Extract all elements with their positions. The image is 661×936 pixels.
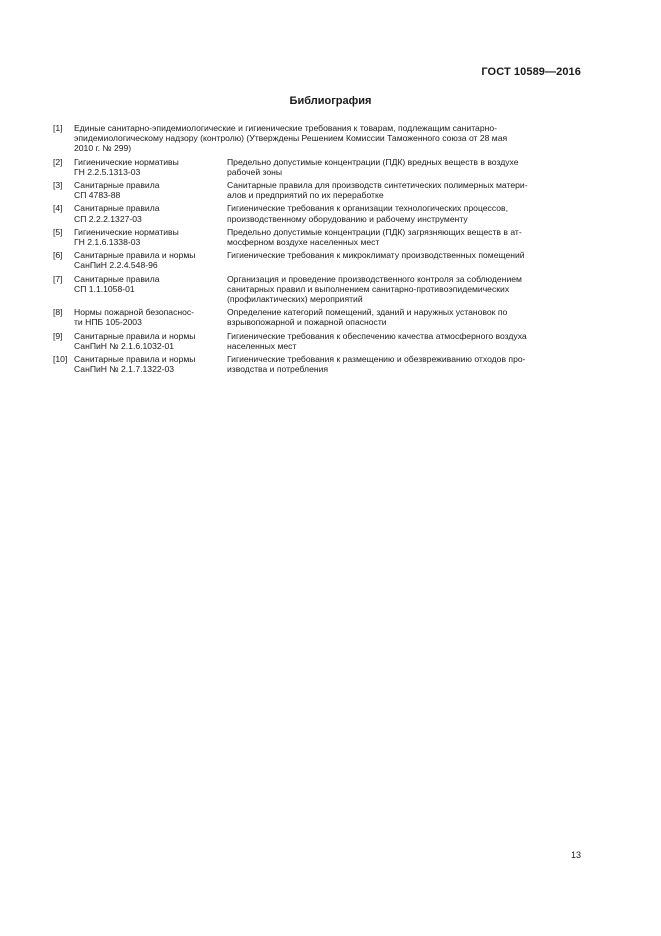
bibliography-entry [53, 203, 578, 223]
entry-document: Санитарные правила и нормы СанПиН № 2.1.6.1032-01 [74, 330, 196, 351]
entry-number: [3] [53, 180, 63, 191]
entry-description: Гигиенические требования к обеспечению качества атмосферного воздуха населенных мест [227, 330, 527, 351]
entry-number: [7] [53, 273, 63, 284]
entry-description: Санитарные правила для производств синтетических полимерных матери- алов и предприятий по их переработке [227, 180, 528, 201]
entry-description: Гигиенические требования к организации технологических процессов, производственному оборудованию и рабочему инструменту [227, 203, 508, 224]
entry-number: [6] [53, 250, 63, 261]
bibliography-entry [53, 307, 578, 327]
entry-number: [2] [53, 156, 63, 167]
entry-document: Санитарные правила и нормы СанПиН № 2.1.7.1322-03 [74, 354, 196, 375]
entry-number: [4] [53, 203, 63, 214]
entry-document: Санитарные правила СП 1.1.1058-01 [74, 273, 160, 294]
entry-description: Определение категорий помещений, зданий и наружных установок по взрывопожарной и пожарной опасности [227, 307, 508, 328]
bibliography-list [53, 123, 578, 377]
entry-document: Санитарные правила СП 2.2.2.1327-03 [74, 203, 160, 224]
entry-number: [1] [53, 123, 63, 133]
bibliography-entry [53, 274, 578, 305]
entry-description: Гигиенические требования к размещению и обезвреживанию отходов про- изводства и потребления [227, 354, 526, 375]
entry-number: [8] [53, 307, 63, 318]
entry-document: Нормы пожарной безопаснос- ти НПБ 105-2003 [74, 307, 195, 328]
page-title: Библиография [289, 95, 372, 107]
bibliography-entry [53, 227, 578, 247]
entry-description: Предельно допустимые концентрации (ПДК) вредных веществ в воздухе рабочей зоны [227, 156, 519, 177]
entry-number: [5] [53, 226, 63, 237]
entry-document: Гигиенические нормативы ГН 2.1.6.1338-03 [74, 226, 179, 248]
bibliography-entry [53, 180, 578, 200]
entry-number: [10] [53, 354, 68, 365]
bibliography-entry [53, 331, 578, 351]
entry-description: Предельно допустимые концентрации (ПДК) загрязняющих веществ в ат- мосферном воздухе населенных мест [227, 226, 522, 248]
bibliography-entry [53, 123, 578, 154]
bibliography-entry [53, 157, 578, 177]
entry-document: Санитарные правила и нормы СанПиН 2.2.4.548-96 [74, 250, 196, 271]
entry-document: Гигиенические нормативы ГН 2.2.5.1313-03 [74, 156, 179, 177]
entry-description: Организация и проведение производственного контроля за соблюдением санитарных правил и выполнением санитарно-противоэпидемических (профилактических) мероприятий [227, 273, 522, 305]
page-number: 13 [570, 850, 581, 860]
entry-description: Гигиенические требования к микроклимату производственных помещений [227, 250, 525, 261]
bibliography-entry [53, 250, 578, 270]
document-code: ГОСТ 10589—2016 [481, 66, 581, 78]
entry-document: Санитарные правила СП 4783-88 [74, 180, 160, 201]
bibliography-entry [53, 354, 578, 374]
entry-text: Единые санитарно-эпидемиологические и гигиенические требования к товарам, подлежащим санитарно- эпидемиологическому надзору (контролю) (Утверждены Решением Комиссии Таможенного союза от 28 мая 2010 г. № 299) [74, 123, 508, 154]
entry-number: [9] [53, 330, 63, 341]
